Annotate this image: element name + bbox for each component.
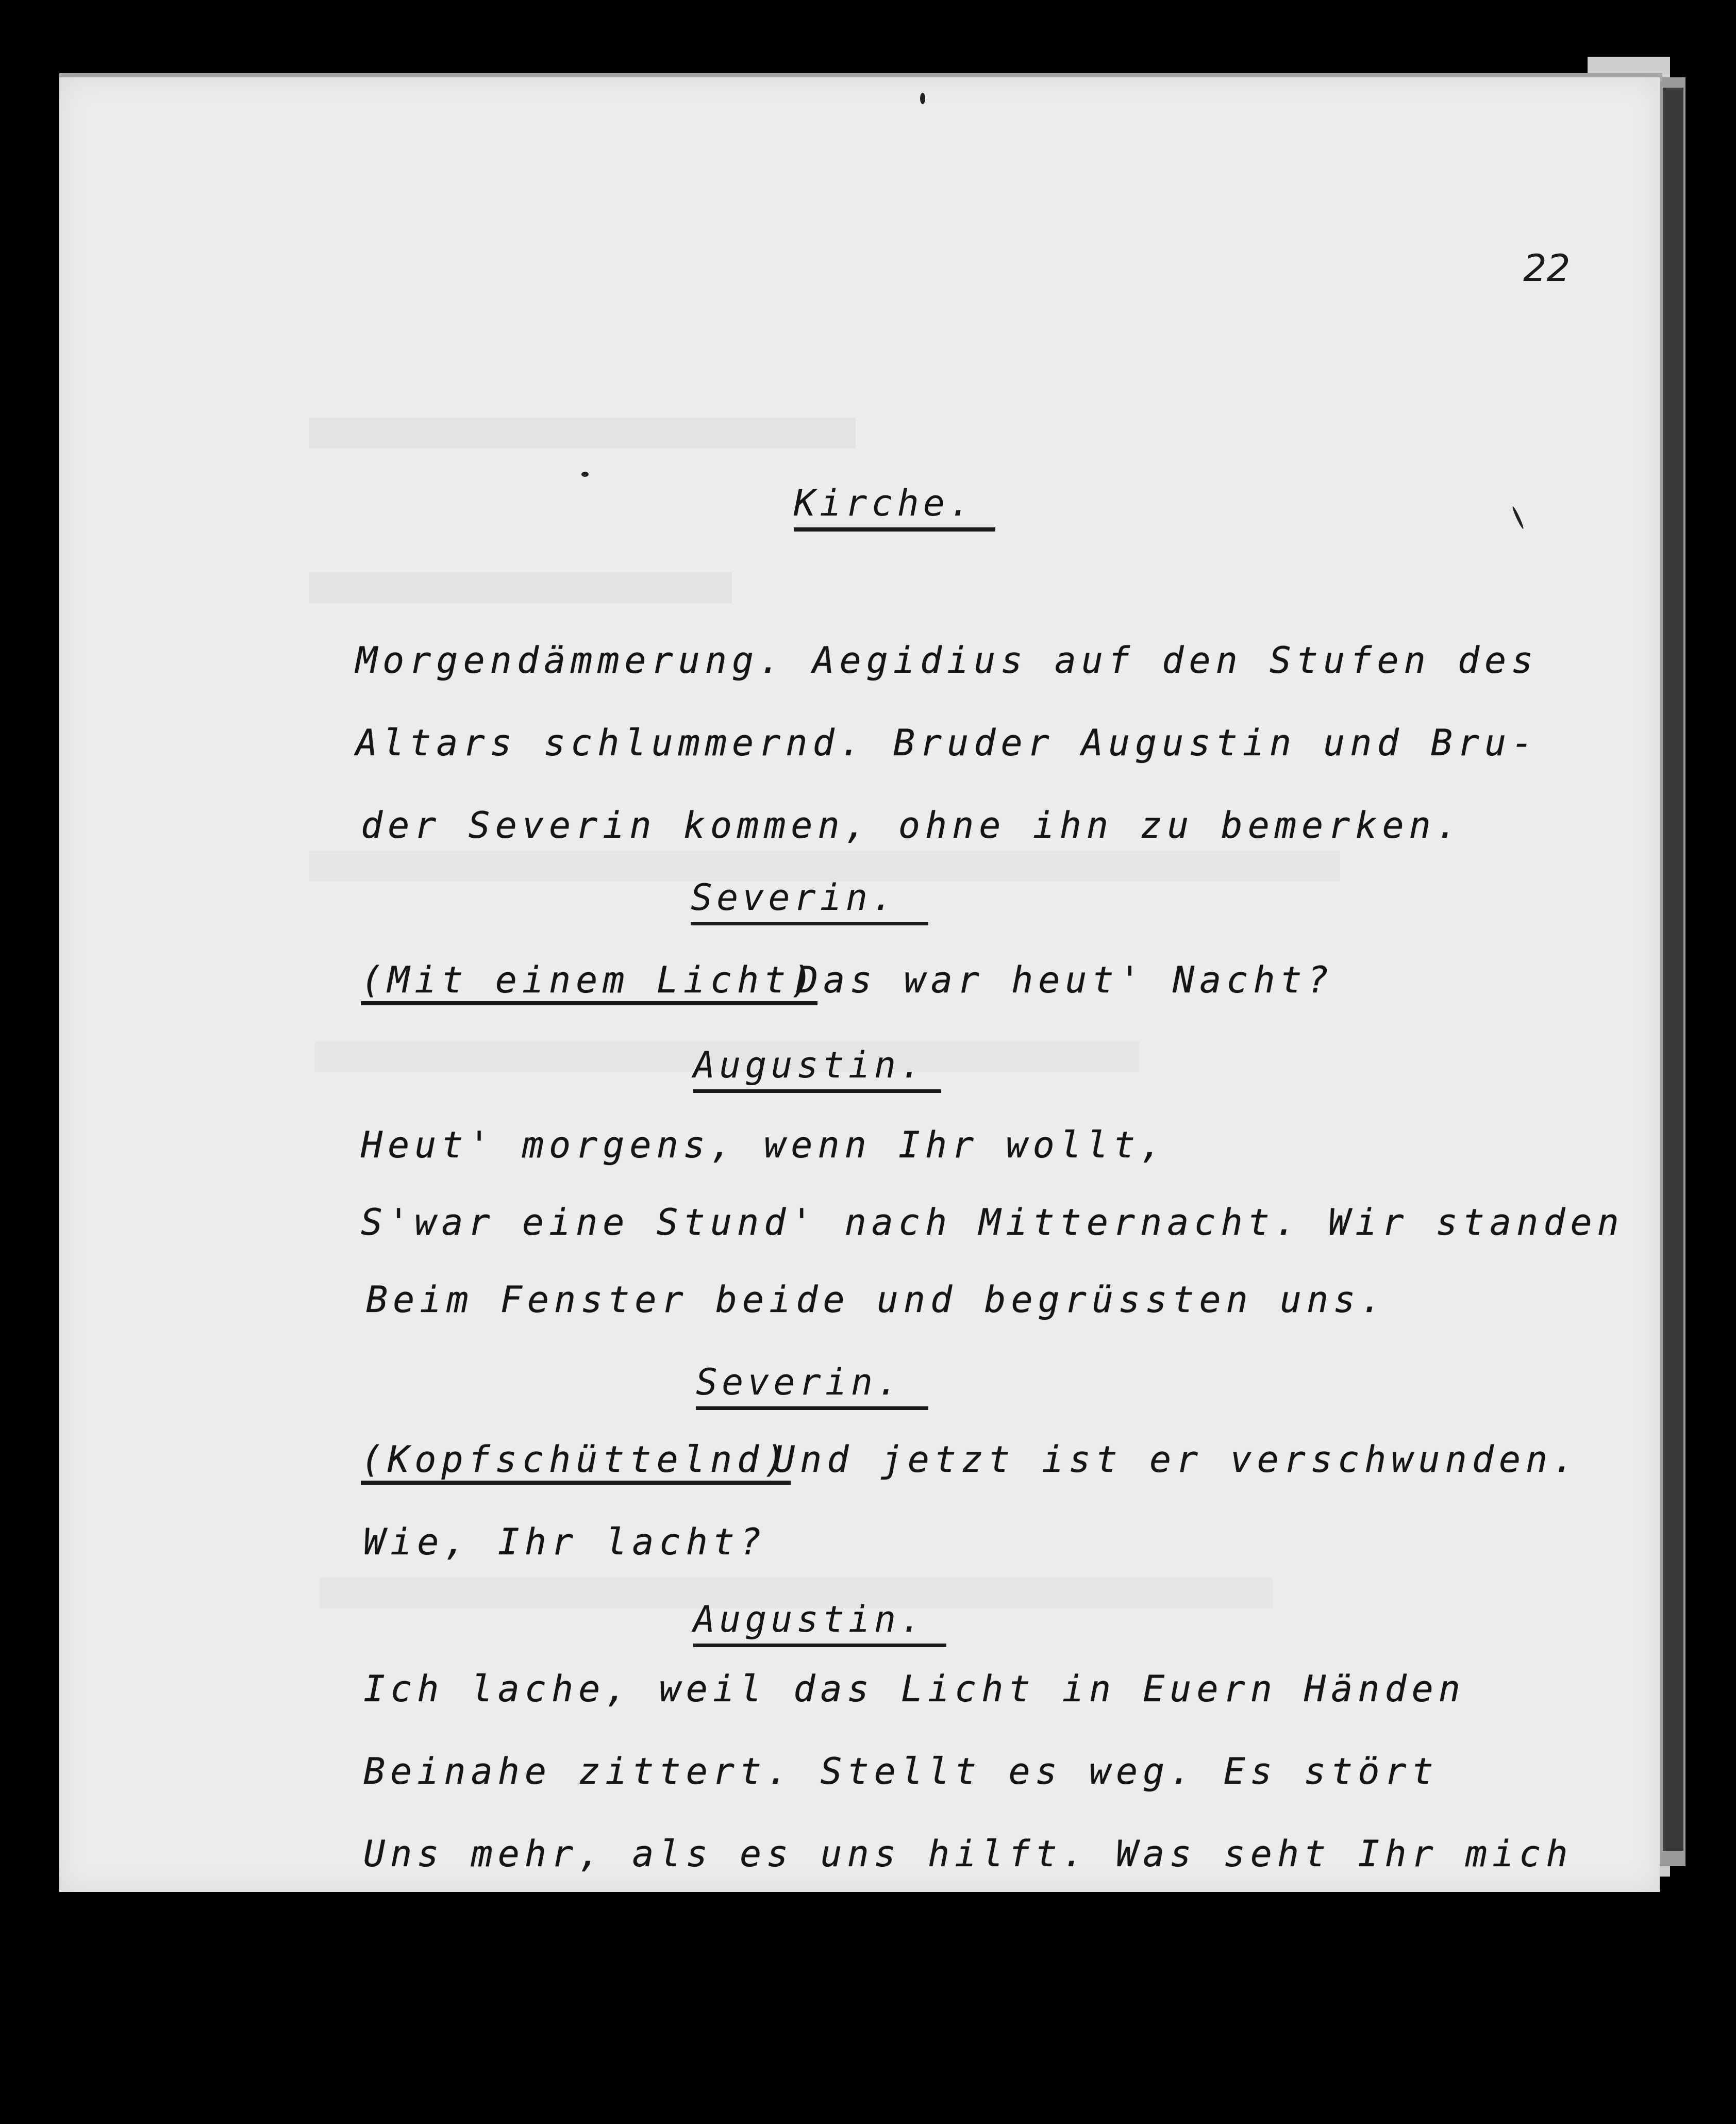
dialogue-line: Uns mehr, als es uns hilft. Was seht Ihr mich — [363, 1833, 1573, 1875]
dialogue-line: Heut' morgens, wenn Ihr wollt, — [361, 1124, 1167, 1166]
scene-heading: Kirche. — [794, 482, 995, 532]
stage-direction-line: Altars schlummernd. Bruder Augustin und Bru- — [356, 722, 1539, 764]
dialogue-line: Beinahe zittert. Stellt es weg. Es stört — [363, 1750, 1439, 1793]
stage-direction: (Kopfschüttelnd) — [361, 1438, 791, 1485]
scan-speck — [581, 472, 589, 477]
dialogue-line: Wie, Ihr lacht? — [363, 1521, 767, 1563]
speaker-name: Severin. — [691, 876, 928, 925]
dialogue-line: Beim Fenster beide und begrüssten uns. — [366, 1279, 1388, 1321]
dialogue-line: Und jetzt ist er verschwunden. — [773, 1438, 1580, 1481]
scan-speck — [920, 93, 925, 104]
bleed-through — [309, 418, 856, 449]
speaker-name: Augustin. — [693, 1044, 941, 1093]
stage-direction: (Mit einem Licht) — [361, 959, 817, 1005]
bleed-through — [309, 572, 732, 603]
speaker-name: Severin. — [696, 1361, 928, 1410]
stacked-sheet-edge — [1663, 88, 1683, 1851]
dialogue-line: S'war eine Stund' nach Mitternacht. Wir standen — [361, 1201, 1624, 1243]
stage-direction-line: der Severin kommen, ohne ihn zu bemerken. — [361, 804, 1463, 847]
dialogue-line: Das war heut' Nacht? — [796, 959, 1334, 1001]
speaker-name: Augustin. — [693, 1598, 946, 1647]
stage-direction-line: Morgendämmerung. Aegidius auf den Stufen des — [356, 639, 1539, 682]
page-number: 22 — [1523, 246, 1571, 290]
dialogue-line: Ich lache, weil das Licht in Euern Händen — [363, 1668, 1465, 1710]
